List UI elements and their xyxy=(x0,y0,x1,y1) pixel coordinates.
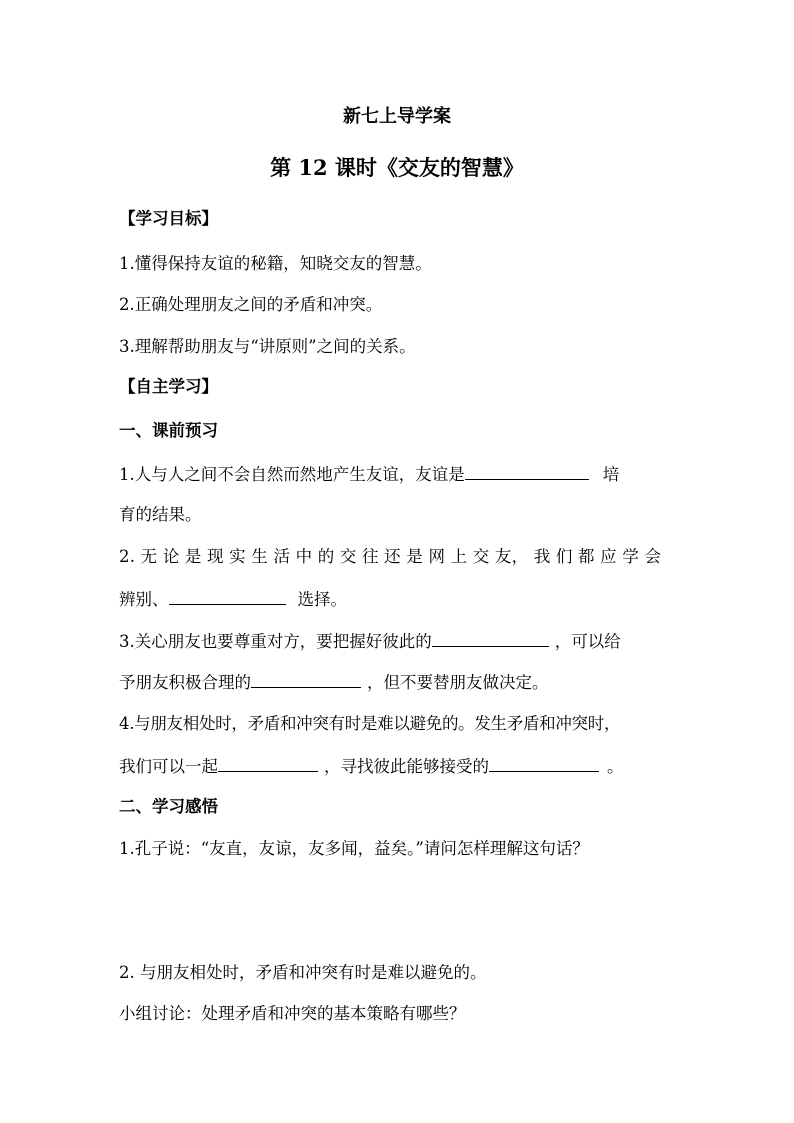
question-text: 3.关心朋友也要尊重对方，要把握好彼此的 xyxy=(119,632,432,651)
question-text: 辨别、 xyxy=(119,590,169,609)
preview-question-3 xyxy=(119,629,679,654)
document-title: 新七上导学案 xyxy=(343,106,451,127)
fill-blank[interactable] xyxy=(432,629,549,647)
question-text: 培 xyxy=(602,465,620,484)
question-text: 选择。 xyxy=(297,590,347,609)
question-text: 予朋友积极合理的 xyxy=(119,673,251,692)
reflection-section-heading: 二、学习感悟 xyxy=(119,797,218,816)
question-text: 。 xyxy=(607,757,624,776)
objectives-heading: 【学习目标】 xyxy=(119,209,218,228)
question-text: 1.人与人之间不会自然而然地产生友谊，友谊是 xyxy=(119,465,465,484)
self-study-heading: 【自主学习】 xyxy=(119,377,218,396)
preview-question-1 xyxy=(119,462,679,487)
objective-item-3: 3.理解帮助朋友与“讲原则”之间的关系。 xyxy=(119,337,416,356)
preview-question-3-cont xyxy=(119,670,679,695)
question-text: ，寻找彼此能够接受的 xyxy=(324,757,489,776)
group-discussion-prompt: 小组讨论：处理矛盾和冲突的基本策略有哪些？ xyxy=(119,1004,466,1023)
question-text: ，但不要替朋友做决定。 xyxy=(367,673,549,692)
question-text: 我们可以一起 xyxy=(119,757,218,776)
fill-blank[interactable] xyxy=(489,754,599,772)
fill-blank[interactable] xyxy=(465,462,589,480)
preview-question-4: 4.与朋友相处时，矛盾和冲突有时是难以避免的。发生矛盾和冲突时， xyxy=(119,714,621,733)
preview-question-1-cont: 育的结果。 xyxy=(119,505,202,524)
objective-item-1: 1.懂得保持友谊的秘籍，知晓交友的智慧。 xyxy=(119,254,432,273)
lesson-title: 第 12 课时《交友的智慧》 xyxy=(270,155,524,180)
question-text: ，可以给 xyxy=(554,632,621,651)
reflection-question-2: 2. 与朋友相处时，矛盾和冲突有时是难以避免的。 xyxy=(119,963,487,982)
preview-question-2-cont xyxy=(119,587,679,612)
reflection-question-1: 1.孔子说：“友直，友谅，友多闻，益矣。”请问怎样理解这句话？ xyxy=(119,839,589,858)
preview-question-2: 2. 无 论 是 现 实 生 活 中 的 交 往 还 是 网 上 交 友， 我 们 都 应 学 会 xyxy=(119,547,662,566)
objective-item-2: 2.正确处理朋友之间的矛盾和冲突。 xyxy=(119,295,383,314)
fill-blank[interactable] xyxy=(169,587,286,605)
preview-question-4-cont xyxy=(119,754,679,779)
preview-section-heading: 一、课前预习 xyxy=(119,421,218,440)
fill-blank[interactable] xyxy=(218,754,318,772)
fill-blank[interactable] xyxy=(251,670,361,688)
